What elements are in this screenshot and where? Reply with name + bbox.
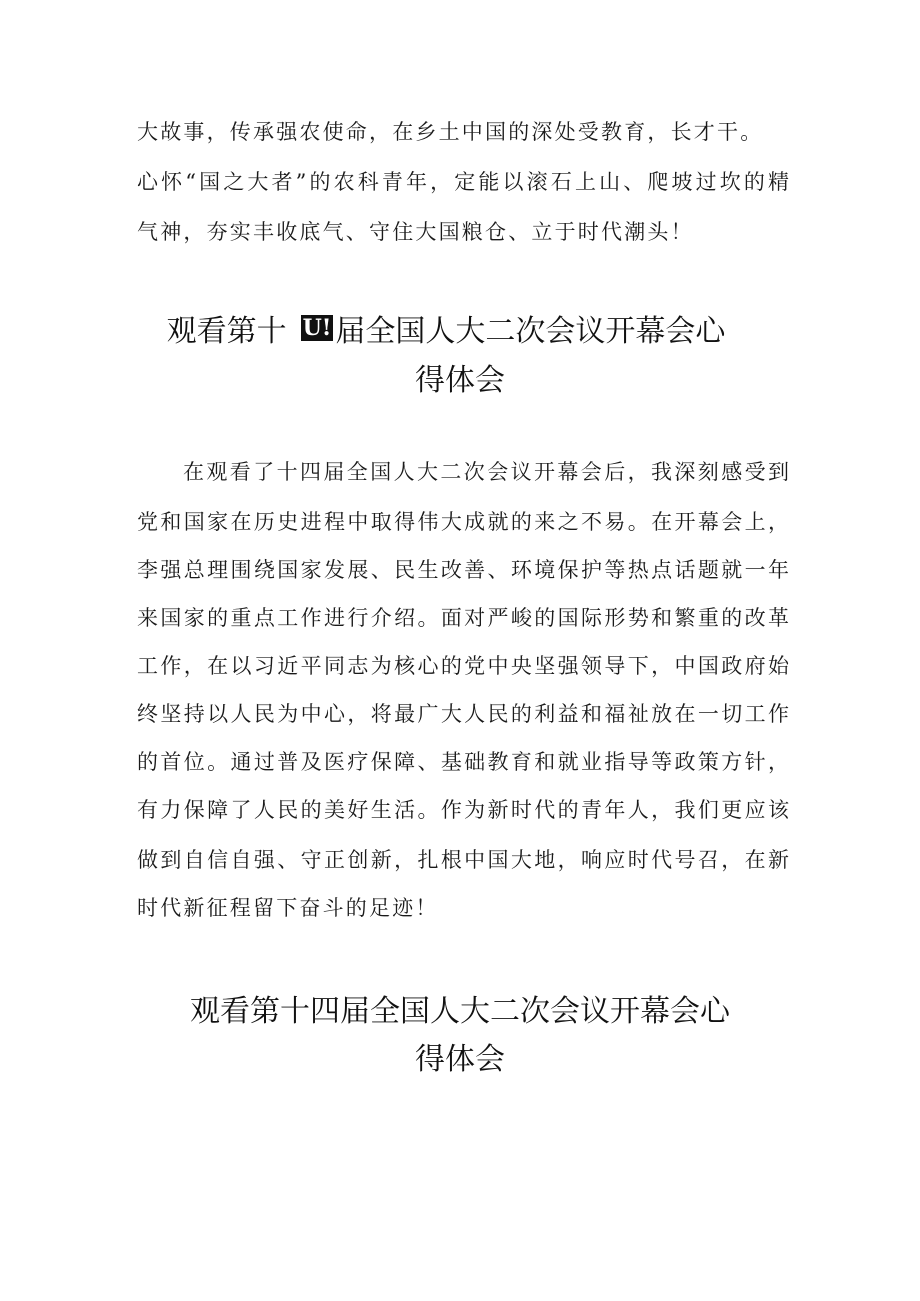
section-heading: [0, 312, 906, 352]
section-heading-line2: 得体会: [415, 363, 505, 398]
paragraph-line: 党和国家在历史进程中取得伟大成就的来之不易。在开幕会上，: [137, 510, 789, 534]
paragraph-line: 大故事，传承强农使命，在乡土中国的深处受教育，长才干。: [137, 120, 764, 144]
paragraph-line: 李强总理围绕国家发展、民生改善、环境保护等热点话题就一年: [137, 558, 789, 582]
paragraph-line: 的首位。通过普及医疗保障、基础教育和就业指导等政策方针，: [137, 750, 789, 774]
glitch-mark: U!: [302, 315, 332, 341]
section-heading-line2: 得体会: [415, 1042, 505, 1077]
paragraph-line: 时代新征程留下奋斗的足迹！: [137, 896, 439, 920]
paragraph-line: 来国家的重点工作进行介绍。面对严峻的国际形势和繁重的改革: [137, 606, 789, 630]
paragraph-line: 有力保障了人民的美好生活。作为新时代的青年人，我们更应该: [137, 798, 789, 822]
paragraph-line: 终坚持以人民为中心，将最广大人民的利益和福祉放在一切工作: [137, 702, 789, 726]
section-heading: 观看第十四届全国人大二次会议开幕会心: [190, 994, 730, 1029]
paragraph-line: 气神，夯实丰收底气、守住大国粮仓、立于时代潮头！: [137, 220, 694, 244]
paragraph-line: 在观看了十四届全国人大二次会议开幕会后，我深刻感受到: [183, 460, 789, 484]
paragraph-line: 心怀“国之大者”的农科青年，定能以滚石上山、爬坡过坎的精: [137, 170, 789, 194]
paragraph-line: 工作，在以习近平同志为核心的党中央坚强领导下，中国政府始: [137, 654, 789, 678]
heading-text: 观看第十: [166, 314, 287, 349]
paragraph-line: 做到自信自强、守正创新，扎根中国大地，响应时代号召，在新: [137, 848, 789, 872]
heading-text: 届全国人大二次会议开幕会心: [335, 314, 726, 349]
